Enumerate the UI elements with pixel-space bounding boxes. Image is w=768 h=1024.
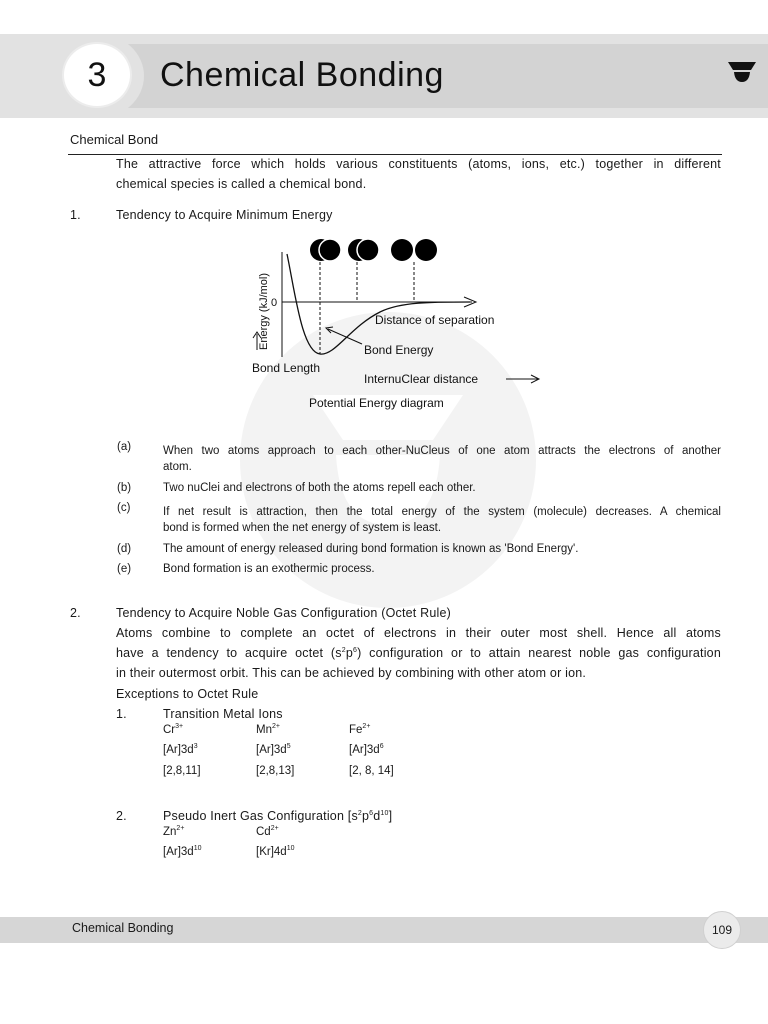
point-c-label: (c) xyxy=(117,502,131,514)
ion-fe-config: $[Ar]3d^6$ xyxy=(349,743,384,756)
point-2-title: Tendency to Acquire Noble Gas Configuration (Octet Rule) xyxy=(116,606,451,620)
y-axis-label: Energy (kJ/mol) xyxy=(258,272,270,350)
point-a-label: (a) xyxy=(117,441,132,453)
internuclear-label: InternuClear distance xyxy=(364,372,479,386)
ion-mn-shells: [2,8,13] xyxy=(256,765,295,777)
atom-pair-close xyxy=(310,239,341,261)
exception-1-title: Transition Metal Ions xyxy=(163,707,283,721)
point-1-number: 1. xyxy=(70,208,81,222)
point-2-number: 2. xyxy=(70,606,81,620)
point-a-line-1: When two atoms approach to each other-NuCleus of one atom attracts the electrons of another xyxy=(163,445,721,457)
point-d-label: (d) xyxy=(117,543,132,555)
point-c-line-1: If net result is attraction, then the total energy of the system (molecule) decreases. A chemical xyxy=(163,506,721,518)
point-a-line-2: atom. xyxy=(163,461,192,473)
point-1-title: Tendency to Acquire Minimum Energy xyxy=(116,208,333,222)
exceptions-heading: Exceptions to Octet Rule xyxy=(116,687,259,701)
exception-2-title: Pseudo Inert Gas Configuration $[s^2p^6d^{10}]$ xyxy=(163,809,393,823)
ion-cd-symbol: $Cd^{2+}$ xyxy=(256,825,279,838)
definition-line-1: The attractive force which holds various constituents (atoms, ions, etc.) together in different xyxy=(116,157,721,171)
exception-1-number: 1. xyxy=(116,707,127,721)
footer-title: Chemical Bonding xyxy=(72,921,174,935)
octet-para-line-3: in their outermost orbit. This can be achieved by combining with other atom or ion. xyxy=(116,666,587,680)
chapter-title: Chemical Bonding xyxy=(160,56,444,94)
ion-cr-shells: [2,8,11] xyxy=(163,765,201,777)
point-e-line-1: Bond formation is an exothermic process. xyxy=(163,563,375,575)
brand-logo-icon xyxy=(727,60,757,89)
chapter-number: 3 xyxy=(62,42,132,108)
potential-energy-svg xyxy=(240,232,560,422)
point-d-line-1: The amount of energy released during bond formation is known as 'Bond Energy'. xyxy=(163,543,579,555)
page-number: 109 xyxy=(703,911,741,949)
bond-energy-label: Bond Energy xyxy=(364,343,434,357)
octet-para-line-2: have a tendency to acquire octet $(s^2p^6)$ configuration or to attain nearest noble gas configuration xyxy=(116,646,721,660)
ion-zn-symbol: $Zn^{2+}$ xyxy=(163,825,185,838)
point-b-line-1: Two nuClei and electrons of both the atoms repell each other. xyxy=(163,482,476,494)
definition-line-2: chemical species is called a chemical bond. xyxy=(116,177,367,191)
exception-2-number: 2. xyxy=(116,809,127,823)
ion-fe-shells: [2, 8, 14] xyxy=(349,765,394,777)
ion-cr-config: $[Ar]3d^3$ xyxy=(163,743,198,756)
point-c-line-2: bond is formed when the net energy of system is least. xyxy=(163,522,442,534)
ion-cd-config: $[Kr]4d^{10}$ xyxy=(256,845,295,858)
bond-length-label: Bond Length xyxy=(252,361,321,375)
ion-zn-config: $[Ar]3d^{10}$ xyxy=(163,845,202,858)
point-e-label: (e) xyxy=(117,563,132,575)
octet-para-line-1: Atoms combine to complete an octet of electrons in their outer most shell. Hence all atoms xyxy=(116,626,721,640)
section-heading: Chemical Bond xyxy=(70,132,159,147)
atom-pair-mid xyxy=(348,239,379,261)
ion-fe-symbol: $Fe^{2+}$ xyxy=(349,723,371,736)
ion-mn-config: $[Ar]3d^5$ xyxy=(256,743,291,756)
distance-label: Distance of separation xyxy=(375,313,495,327)
potential-energy-diagram xyxy=(240,232,560,427)
diagram-caption: Potential Energy diagram xyxy=(309,396,444,410)
ion-mn-symbol: $Mn^{2+}$ xyxy=(256,723,280,736)
ion-cr-symbol: $Cr^{3+}$ xyxy=(163,723,184,736)
atom-pair-far xyxy=(391,239,437,261)
point-b-label: (b) xyxy=(117,482,132,494)
zero-label: 0 xyxy=(271,297,278,309)
